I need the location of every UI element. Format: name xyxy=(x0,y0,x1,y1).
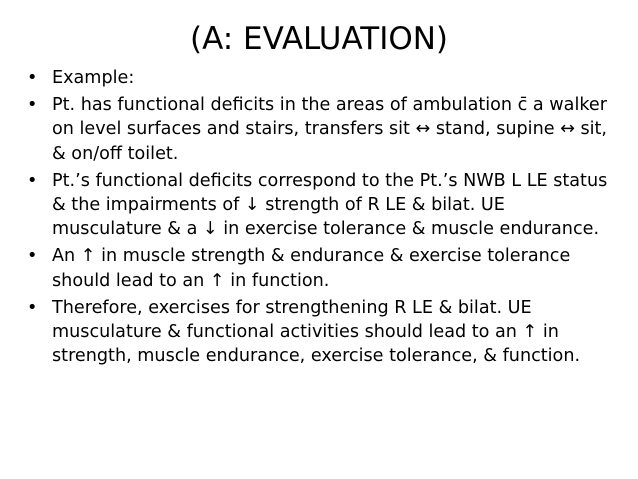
bullet-text: Pt. has functional deficits in the areas of ambulation c̄ a walker on level surfaces and stairs, transfers sit ↔ stand, supine ↔ sit, & on/off toilet. xyxy=(52,95,608,164)
slide-title: (A: EVALUATION) xyxy=(189,21,449,57)
bullet-dot: • xyxy=(27,246,38,267)
bullet-dot: • xyxy=(27,297,38,318)
bullet-list xyxy=(27,66,619,368)
bullet-item-increase-strength xyxy=(27,244,619,292)
bullet-item-therefore xyxy=(27,296,619,369)
bullet-text: An ↑ in muscle strength & endurance & exercise tolerance should lead to an ↑ in function. xyxy=(52,246,571,291)
bullet-text: Example: xyxy=(52,68,135,88)
bullet-item-deficits-correspond xyxy=(27,169,619,242)
bullet-item-functional-deficits xyxy=(27,93,619,166)
bullet-dot: • xyxy=(27,68,38,88)
bullet-dot: • xyxy=(27,170,38,191)
bullet-item-example xyxy=(27,66,619,90)
bullet-text: Therefore, exercises for strengthening R LE & bilat. UE musculature & functional activities should lead to an ↑ in strength, muscle endurance, exercise tolerance, & function. xyxy=(52,297,581,367)
bullet-text: Pt.’s functional deficits correspond to the Pt.’s NWB L LE status & the impairments of ↓ strength of R LE & bilat. UE musculature & a ↓ in exercise tolerance & muscle endurance. xyxy=(52,170,608,240)
bullet-dot: • xyxy=(27,95,38,116)
